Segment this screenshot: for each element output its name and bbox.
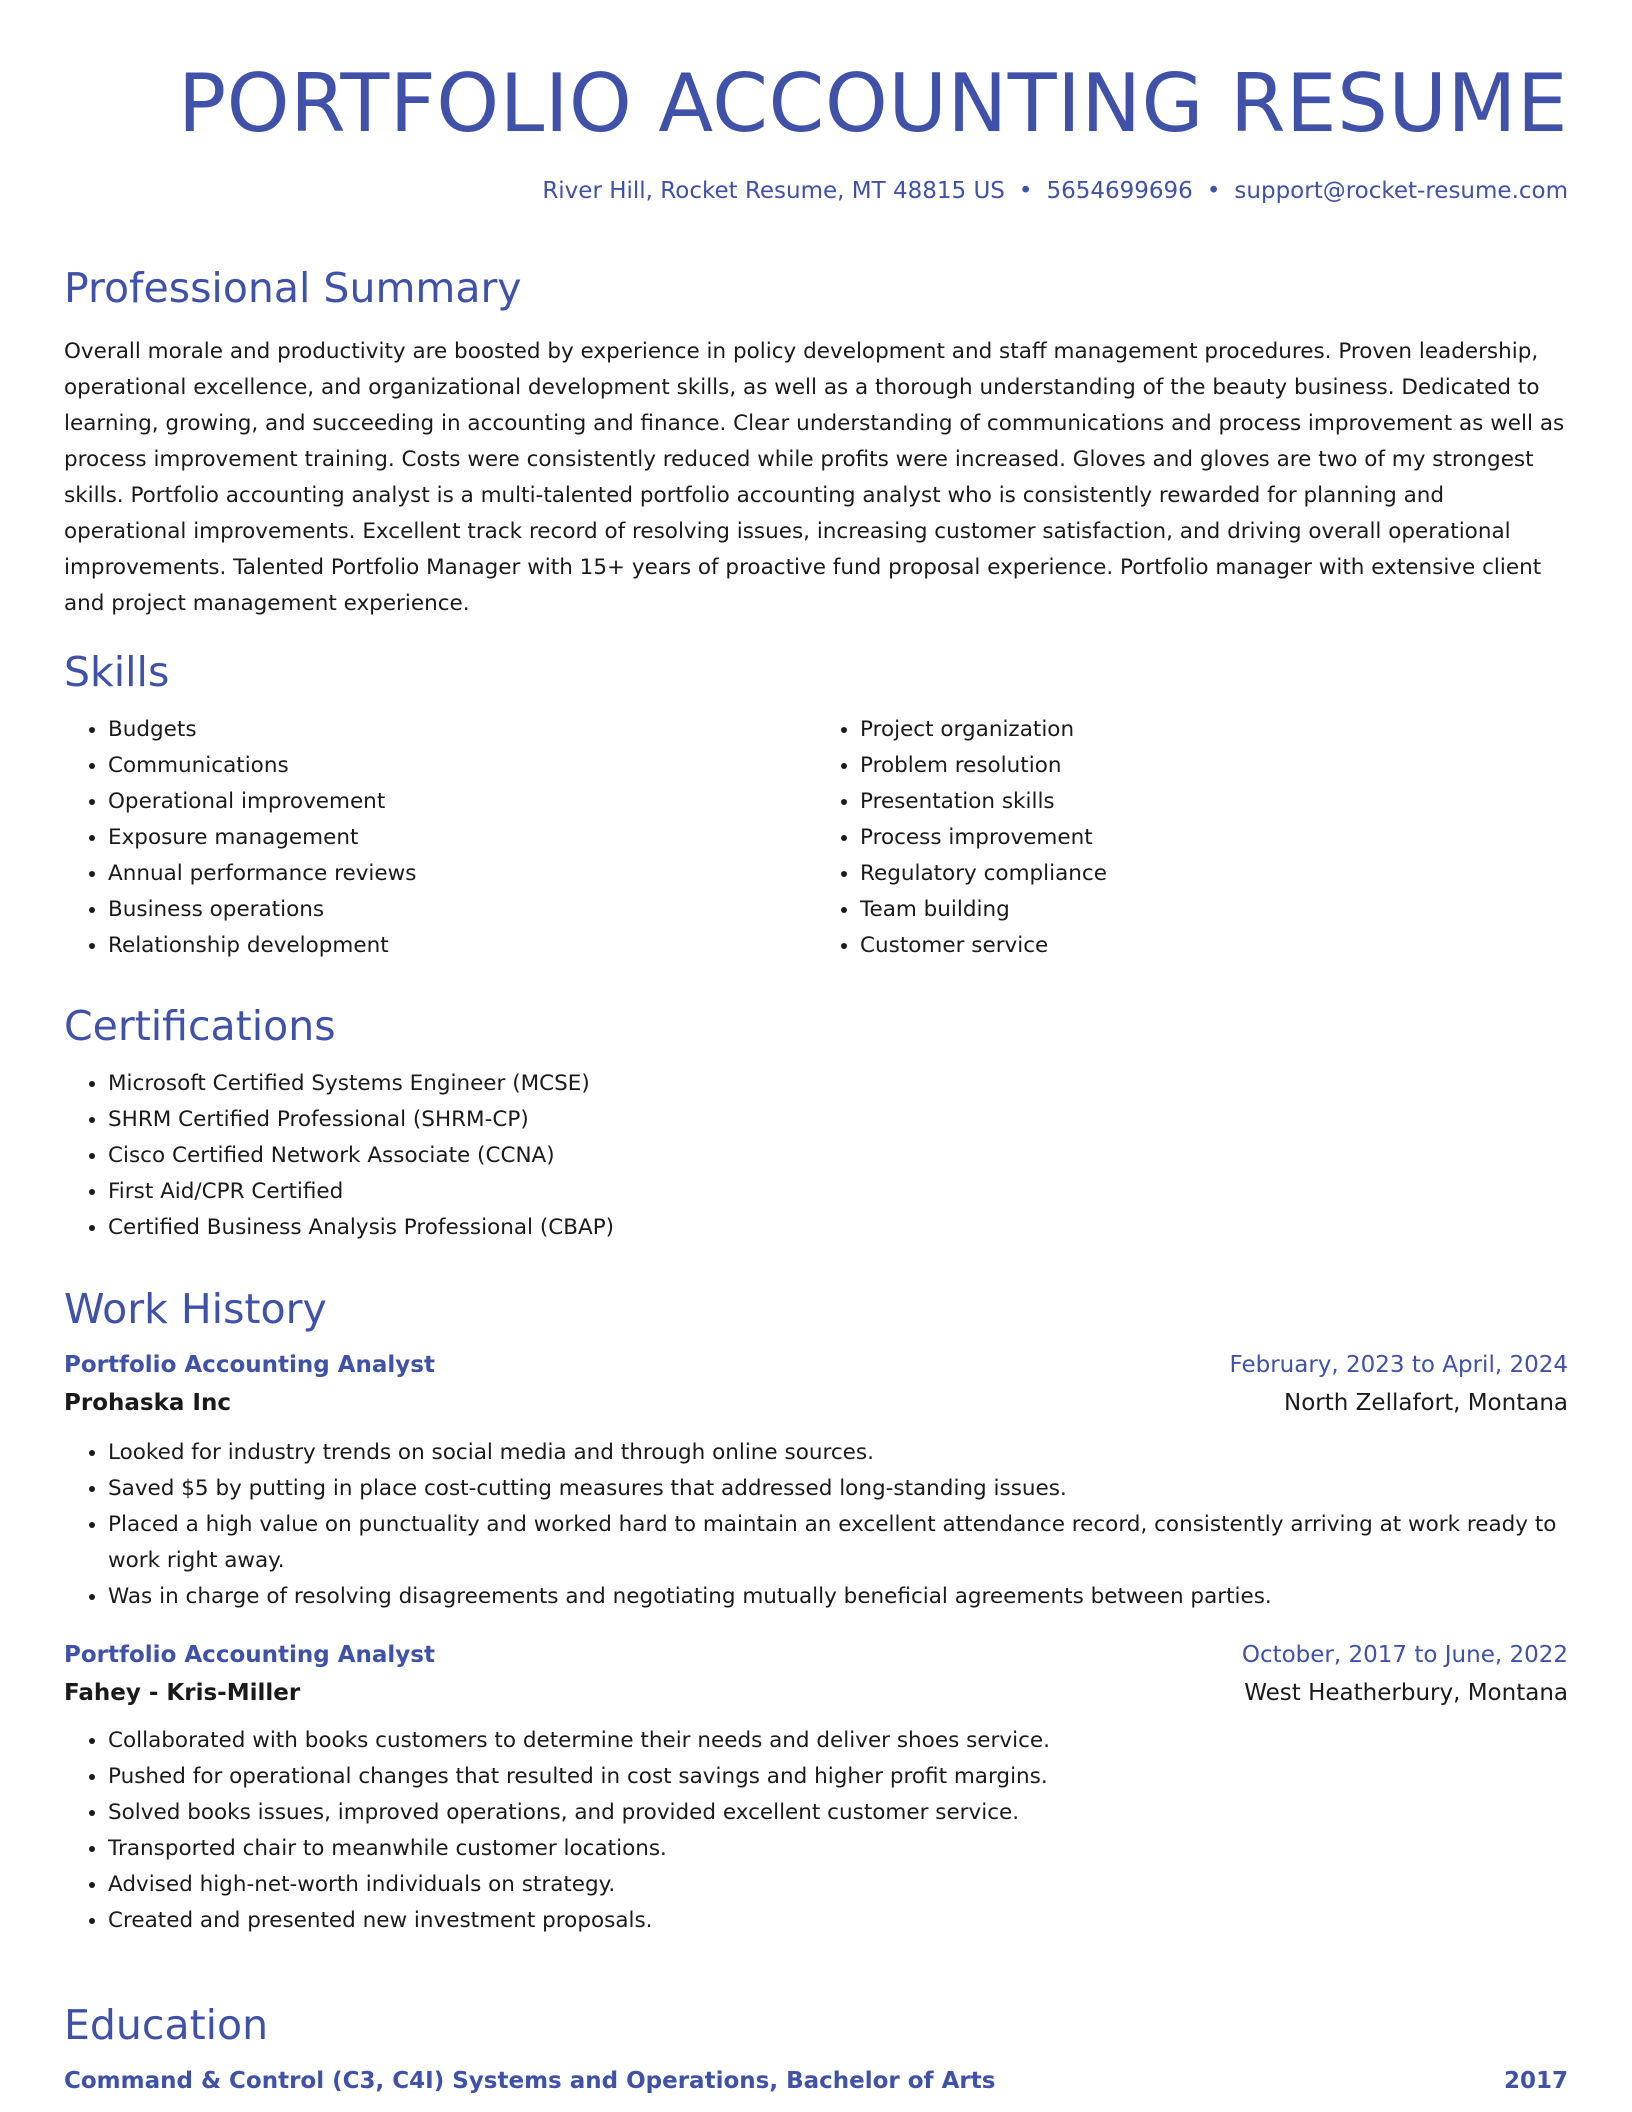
education-year: 2017 (1503, 2068, 1568, 2094)
skill-item: • Relationship development (108, 928, 816, 964)
skill-item: • Presentation skills (860, 784, 1568, 820)
job-bullet: • Looked for industry trends on social media and through online sources. (108, 1435, 1568, 1471)
skills-list-left (64, 712, 816, 964)
skill-item: • Exposure management (108, 820, 816, 856)
certification-item: • Cisco Certified Network Associate (CCNA) (108, 1138, 1568, 1174)
skill-item: • Annual performance reviews (108, 856, 816, 892)
education-section (64, 1999, 1568, 2099)
skill-item: • Regulatory compliance (860, 856, 1568, 892)
job-employer: Fahey - Kris-Miller (64, 1680, 301, 1706)
contact-email[interactable]: support@rocket-resume.com (1234, 178, 1568, 204)
job-entry (64, 1637, 1568, 1939)
job-bullet: • Advised high-net-worth individuals on strategy. (108, 1867, 1568, 1903)
skills-heading: Skills (64, 648, 170, 696)
skill-item: • Problem resolution (860, 748, 1568, 784)
job-bullets (64, 1723, 1568, 1939)
skill-item: • Project organization (860, 712, 1568, 748)
skills-list-right (816, 712, 1568, 964)
certifications-section (64, 1000, 1568, 1246)
job-location: North Zellafort, Montana (1284, 1390, 1568, 1416)
job-subheader (64, 1383, 1568, 1423)
skill-item: • Operational improvement (108, 784, 816, 820)
summary-heading: Professional Summary (64, 264, 522, 312)
skill-item: • Customer service (860, 928, 1568, 964)
work-history-section (64, 1283, 1568, 1939)
summary-section (64, 262, 1568, 622)
contact-separator: • (1206, 178, 1221, 204)
skill-item: • Budgets (108, 712, 816, 748)
education-degree: Command & Control (C3, C4I) Systems and Operations, Bachelor of Arts (64, 2068, 996, 2094)
job-header (64, 1637, 1568, 1673)
certifications-heading: Certifications (64, 1002, 336, 1050)
job-bullet: • Created and presented new investment proposals. (108, 1903, 1568, 1939)
contact-phone: 5654699696 (1046, 178, 1193, 204)
skill-item: • Team building (860, 892, 1568, 928)
job-employer: Prohaska Inc (64, 1390, 231, 1416)
job-title: Portfolio Accounting Analyst (64, 1352, 435, 1378)
contact-line (64, 178, 1568, 204)
skills-section (64, 646, 1568, 964)
job-dates: February, 2023 to April, 2024 (1229, 1352, 1568, 1378)
job-bullet: • Collaborated with books customers to determine their needs and deliver shoes service. (108, 1723, 1568, 1759)
job-location: West Heatherbury, Montana (1244, 1680, 1568, 1706)
job-dates: October, 2017 to June, 2022 (1241, 1642, 1568, 1668)
certification-item: • Microsoft Certified Systems Engineer (MCSE) (108, 1066, 1568, 1102)
job-bullet: • Transported chair to meanwhile customer locations. (108, 1831, 1568, 1867)
education-entry (64, 2063, 1568, 2099)
job-bullet: • Saved $5 by putting in place cost-cutting measures that addressed long-standing issues. (108, 1471, 1568, 1507)
education-heading: Education (64, 2001, 269, 2049)
skill-item: • Communications (108, 748, 816, 784)
contact-address: River Hill, Rocket Resume, MT 48815 US (542, 178, 1005, 204)
resume-header (64, 56, 1568, 204)
certifications-list (64, 1066, 1568, 1246)
job-entry (64, 1347, 1568, 1615)
certification-item: • Certified Business Analysis Professional (CBAP) (108, 1210, 1568, 1246)
job-bullet: • Was in charge of resolving disagreements and negotiating mutually beneficial agreements between parties. (108, 1579, 1568, 1615)
resume-page (64, 0, 1568, 2094)
job-bullet: • Solved books issues, improved operations, and provided excellent customer service. (108, 1795, 1568, 1831)
job-title: Portfolio Accounting Analyst (64, 1642, 435, 1668)
skill-item: • Business operations (108, 892, 816, 928)
job-subheader (64, 1673, 1568, 1713)
summary-text: Overall morale and productivity are boosted by experience in policy development and staff management procedures. Proven leadership, operational excellence, and organizational development skills, as well as a thorough understanding of the beauty business. Dedicated to learning, growing, and succeeding in accounting and finance. Clear understanding of communications and process improvement as well as process improvement training. Costs were consistently reduced while profits were increased. Gloves and gloves are two of my strongest skills. Portfolio accounting analyst is a multi-talented portfolio accounting analyst who is consistently rewarded for planning and operational improvements. Excellent track record of resolving issues, increasing customer satisfaction, and driving overall operational improvements. Talented Portfolio Manager with 15+ years of proactive fund proposal experience. Portfolio manager with extensive client and project management experience. (64, 339, 1565, 616)
work-history-heading: Work History (64, 1285, 327, 1333)
job-bullet: • Placed a high value on punctuality and worked hard to maintain an excellent attendance record, consistently arriving at work ready to work right away. (108, 1507, 1568, 1579)
certification-item: • SHRM Certified Professional (SHRM-CP) (108, 1102, 1568, 1138)
contact-separator: • (1018, 178, 1033, 204)
job-header (64, 1347, 1568, 1383)
skills-columns (64, 712, 1568, 964)
certification-item: • First Aid/CPR Certified (108, 1174, 1568, 1210)
resume-title: PORTFOLIO ACCOUNTING RESUME (177, 57, 1568, 150)
job-bullets (64, 1435, 1568, 1615)
job-bullet: • Pushed for operational changes that resulted in cost savings and higher profit margins. (108, 1759, 1568, 1795)
skill-item: • Process improvement (860, 820, 1568, 856)
